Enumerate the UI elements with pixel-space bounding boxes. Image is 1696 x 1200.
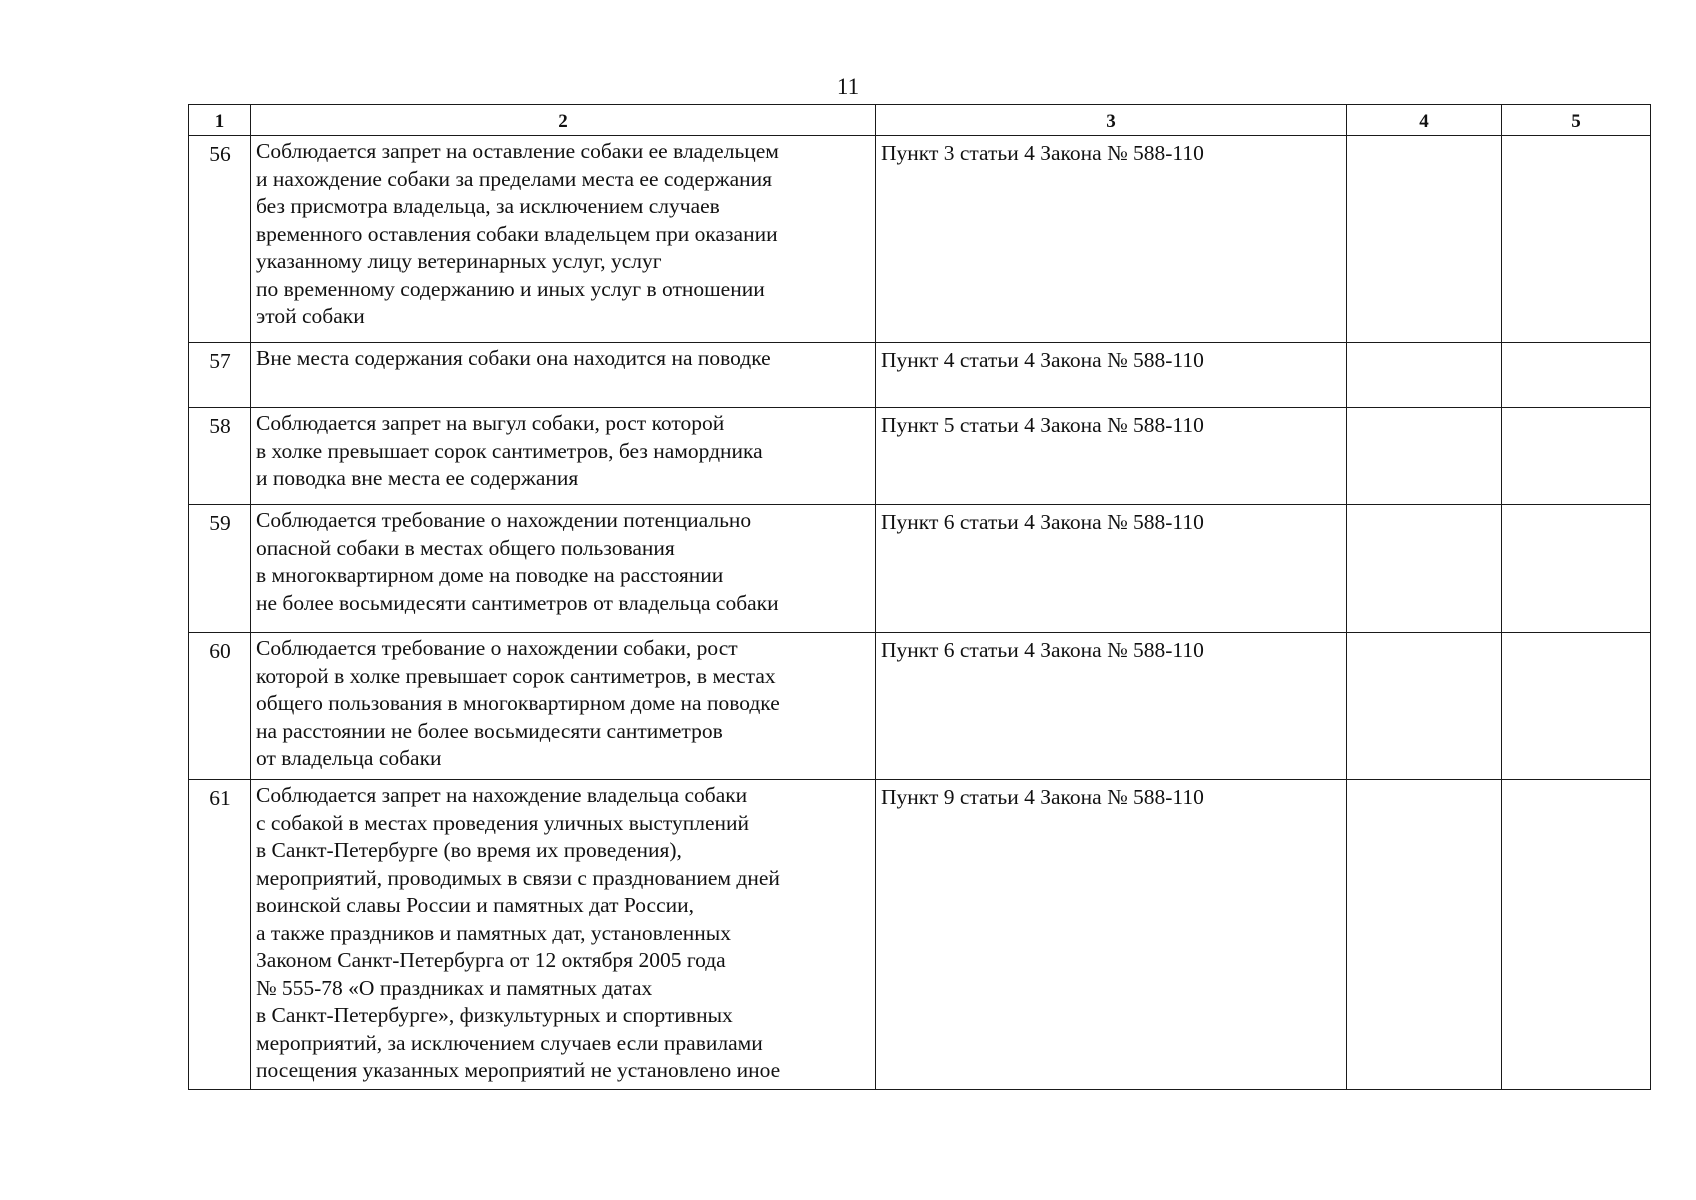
col-4-cell <box>1347 343 1502 408</box>
col-5-cell <box>1502 408 1651 505</box>
col-5-cell <box>1502 505 1651 633</box>
table-row <box>189 136 1651 343</box>
header-col-5: 5 <box>1502 105 1651 136</box>
header-col-4: 4 <box>1347 105 1502 136</box>
law-reference: Пункт 6 статьи 4 Закона № 588-110 <box>876 505 1347 633</box>
requirement-text: Соблюдается запрет на нахождение владельца собаки с собакой в местах проведения уличных выступлений в Санкт-Петербурге (во время их проведения), мероприятий, проводимых в связи с празднованием дней воинской славы России и памятных дат России, а также праздников и памятных дат, установленных Законом Санкт-Петербурга от 12 октября 2005 года № 555-78 «О праздниках и памятных датах в Санкт-Петербурге», физкультурных и спортивных мероприятий, за исключением случаев если правилами посещения указанных мероприятий не установлено иное <box>251 780 876 1090</box>
table-row <box>189 780 1651 1090</box>
row-number: 57 <box>189 343 251 408</box>
requirement-text: Вне места содержания собаки она находится на поводке <box>251 343 876 408</box>
col-5-cell <box>1502 343 1651 408</box>
table-row <box>189 408 1651 505</box>
requirement-text: Соблюдается требование о нахождении собаки, рост которой в холке превышает сорок сантиметров, в местах общего пользования в многоквартирном доме на поводке на расстоянии не более восьмидесяти сантиметров от владельца собаки <box>251 633 876 780</box>
requirements-table <box>188 104 1651 1090</box>
row-number: 56 <box>189 136 251 343</box>
page-number: 11 <box>836 74 860 99</box>
table-row <box>189 343 1651 408</box>
law-reference: Пункт 4 статьи 4 Закона № 588-110 <box>876 343 1347 408</box>
law-reference: Пункт 6 статьи 4 Закона № 588-110 <box>876 633 1347 780</box>
col-4-cell <box>1347 505 1502 633</box>
header-col-1: 1 <box>189 105 251 136</box>
requirement-text: Соблюдается запрет на оставление собаки ее владельцем и нахождение собаки за пределами места ее содержания без присмотра владельца, за исключением случаев временного оставления собаки владельцем при оказании указанному лицу ветеринарных услуг, услуг по временному содержанию и иных услуг в отношении этой собаки <box>251 136 876 343</box>
row-number: 59 <box>189 505 251 633</box>
header-col-2: 2 <box>251 105 876 136</box>
law-reference: Пункт 3 статьи 4 Закона № 588-110 <box>876 136 1347 343</box>
law-reference: Пункт 5 статьи 4 Закона № 588-110 <box>876 408 1347 505</box>
table-row <box>189 633 1651 780</box>
col-5-cell <box>1502 633 1651 780</box>
col-4-cell <box>1347 408 1502 505</box>
col-4-cell <box>1347 136 1502 343</box>
col-5-cell <box>1502 780 1651 1090</box>
table-row <box>189 505 1651 633</box>
header-col-3: 3 <box>876 105 1347 136</box>
row-number: 60 <box>189 633 251 780</box>
col-4-cell <box>1347 633 1502 780</box>
law-reference: Пункт 9 статьи 4 Закона № 588-110 <box>876 780 1347 1090</box>
requirement-text: Соблюдается требование о нахождении потенциально опасной собаки в местах общего пользования в многоквартирном доме на поводке на расстоянии не более восьмидесяти сантиметров от владельца собаки <box>251 505 876 633</box>
row-number: 61 <box>189 780 251 1090</box>
col-5-cell <box>1502 136 1651 343</box>
col-4-cell <box>1347 780 1502 1090</box>
table-header-row <box>189 105 1651 136</box>
row-number: 58 <box>189 408 251 505</box>
requirement-text: Соблюдается запрет на выгул собаки, рост которой в холке превышает сорок сантиметров, без намордника и поводка вне места ее содержания <box>251 408 876 505</box>
